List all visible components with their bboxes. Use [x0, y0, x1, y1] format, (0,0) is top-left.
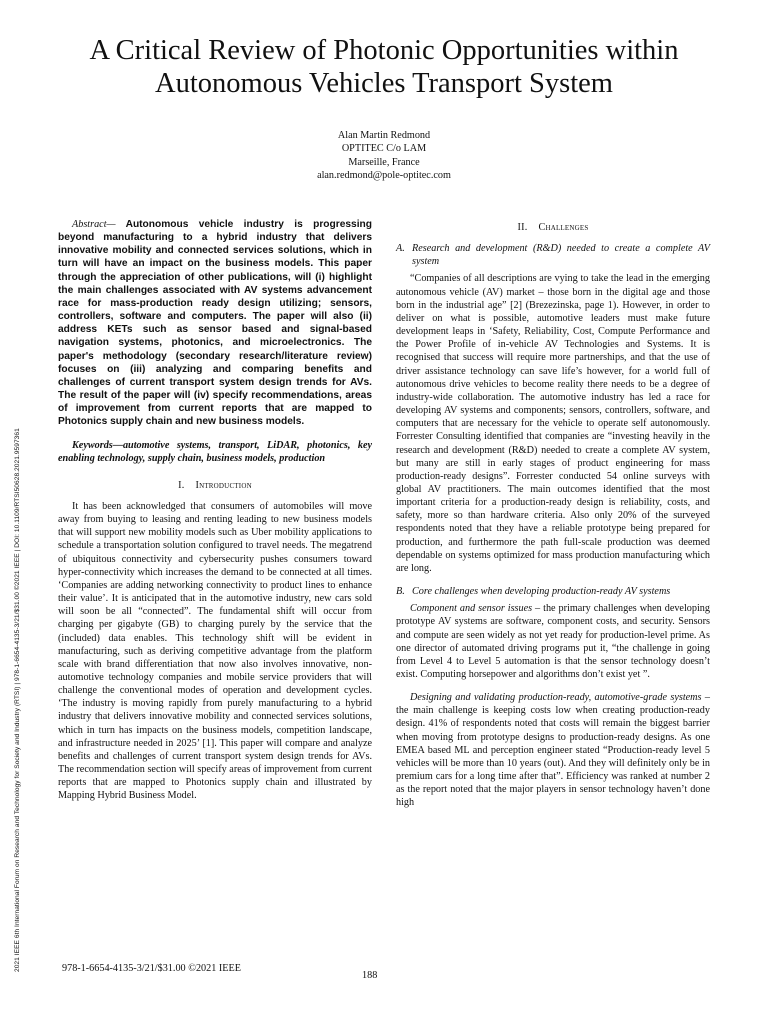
abstract: [58, 218, 372, 429]
subsection-heading-b: [396, 585, 710, 598]
subsection-title: Core challenges when developing production-ready AV systems: [412, 586, 671, 598]
title-line-1: A Critical Review of Photonic Opportunities within: [89, 35, 679, 66]
paragraph-lead: Component and sensor issues: [410, 603, 533, 615]
section-title: Introduction: [195, 479, 252, 491]
author-city: Marseille, France: [348, 156, 420, 168]
title-line-2: Autonomous Vehicles Transport System: [155, 68, 613, 99]
subsection-b-paragraph-1: [396, 602, 710, 681]
subsection-label: A.: [396, 243, 405, 255]
ieee-side-identifier: 2021 IEEE 6th International Forum on Research and Technology for Society and Industry (RTSI) | 978-1-6654-4135-3/21/$31.00 ©2021 IEEE | DOI: 10.1109/RTSI50628.2021.9597361: [14, 428, 21, 972]
right-column: [396, 221, 710, 810]
paragraph-lead: Designing and validating production-ready, automotive-grade systems: [410, 692, 702, 704]
section-title: Challenges: [538, 222, 589, 233]
paper-title: [40, 34, 728, 100]
author-email: alan.redmond@pole-optitec.com: [317, 170, 451, 182]
subsection-title: Research and development (R&D) needed to create a complete AV system: [412, 243, 710, 268]
subsection-label: B.: [396, 586, 405, 598]
footer-isbn: 978-1-6654-4135-3/21/$31.00 ©2021 IEEE: [62, 963, 241, 974]
abstract-text: Autonomous vehicle industry is progressing beyond manufacturing to a hybrid industry that delivers innovative mobility and connected services solutions, which in turn will have an impact on the business models. This paper through the appreciation of other publications, will (i) highlight the main challenges associated with AV systems advancement race for mass-production ready design utilizing; sensors, controllers, software and computers. The paper will also (ii) address KETs such as sensor based and signal-based navigation systems, photonics, and microelectronics. The paper's methodology (secondary research/literature review) focuses on (iii) analyzing and comparing benefits and challenges of current transport system design trends for AVs. The result of the paper will (iv) specify recommendations, areas of improvement from current reports that are mapped to Photonics supply chain and new business models.: [58, 219, 372, 428]
subsection-b-paragraph-2: [396, 691, 710, 809]
section-heading-challenges: [396, 221, 710, 234]
paragraph-text: – the main challenge is keeping costs low when creating production-ready design. 41% of respondents noted that costs will remain the biggest barrier when moving from prototype designs to production-ready designs. As one EMEA based ML and perception engineer stated “Production-ready level 5 vehicles will be more than 10 years (out). And they will definitely only be in premium cars for a long time after that”. Efficiency was ranked at number 2 as the report noted that the major players in sensor technology haven’t done high: [396, 692, 710, 809]
section-number: I.: [178, 479, 185, 491]
page-number: 188: [362, 970, 378, 981]
subsection-heading-a: [396, 242, 710, 268]
subsection-a-text: “Companies of all descriptions are vying to take the lead in the emerging autonomous vehicle (AV) market – those born in the digital age and those born in the industrial age” [2] (Brezezinska, page 1). However, in order to deliver on what is possible, automotive leaders must make future development leaps in ‘Safety, Reliability, Cost, Compute Performance and the Power Profile of in-vehicle AV Technologies and Systems. It is recognised that success will require more partnerships, and that the use of driver assistance technology can save life’s however, for a world full of autonomous drive vehicles to become reality there needs to be a degree of industry-wide collaboration. The automotive industry has led a race for developing AV systems and components; sensors, controllers, software, and computers that are necessary for the vehicle to operate self autonomously. Forrester Consulting identified that companies are “investing heavily in the research and development (R&D) needed to create a complete AV system, but many are still in early stages of product engineering for mass production-ready designs”. Forrester conducted 54 online surveys with global AV practitioners. The main outcomes identified that the most important criteria for a production-ready design is reliability, costs, and safety, more so than hardware criteria. Also only 20% of the surveyed respondents noted that they have a reliable prototype being prepared for production, and furthermore the path full-scale production was deemed dependable on systems optimized for mass production manufacturing which are long.: [396, 273, 710, 574]
author-organization: OPTITEC C/o LAM: [341, 143, 427, 155]
section-number: II.: [517, 222, 528, 233]
author-name: Alan Martin Redmond: [337, 130, 431, 141]
author-block: [200, 129, 568, 183]
paragraph-text: – the primary challenges when developing prototype AV systems are software, component costs, and security. Sensors and compute are seen widely as not yet ready for production-level prime. As one director of automated driving programs put it, “the challenge in going from Level 4 to Level 5 automation is that the sensor technology doesn’t exist. Computing horsepower and algorithms don’t exist yet ”.: [396, 603, 710, 680]
abstract-lead: Abstract—: [72, 219, 116, 230]
left-column: [58, 218, 372, 803]
introduction-text: It has been acknowledged that consumers of automobiles will move away from buying to leasing and renting leading to new business models that will support new mobility models such as Uber mobility applications to schedule a transportation solution configured to travel needs. The megatrend of ubiquitous connectivity and cybersecurity pushes consumers toward hyper-connectivity which increases the demand to be connected at all times. ‘Companies are adding networking connectivity to product lines to enhance their value’. It is anticipated that in the automotive industry, new cars sold will soon be all “connected”. The fundamental shift will occur from charging per gigabyte (GB) to charging purely by the service that the (included) data enables. This technology shift will be evident in manufacturing, such as deriving competitive advantage from the platform scale with brand differentiation that now also involves innovative, non-automotive technology companies and mobile service providers that will challenge the conventional modes of operation and development cycles. ‘The industry is moving rapidly from purely manufacturing to a hybrid industry that delivers innovative mobility and connected services solutions, which in turn has impacts on the business models, competition landscape, and infrastructure needed in 2025’ [1]. This paper will compare and analyze benefits and challenges of current transport system design trends for AVs. The recommendation section will specify areas of improvement from current reports that are mapped to Photonics supply chain and illustrated by Mapping Hybrid Business Model.: [58, 500, 372, 802]
section-heading-introduction: [58, 479, 372, 492]
keywords: Keywords—automotive systems, transport, LiDAR, photonics, key enabling technology, supply chain, business models, production: [58, 439, 372, 464]
